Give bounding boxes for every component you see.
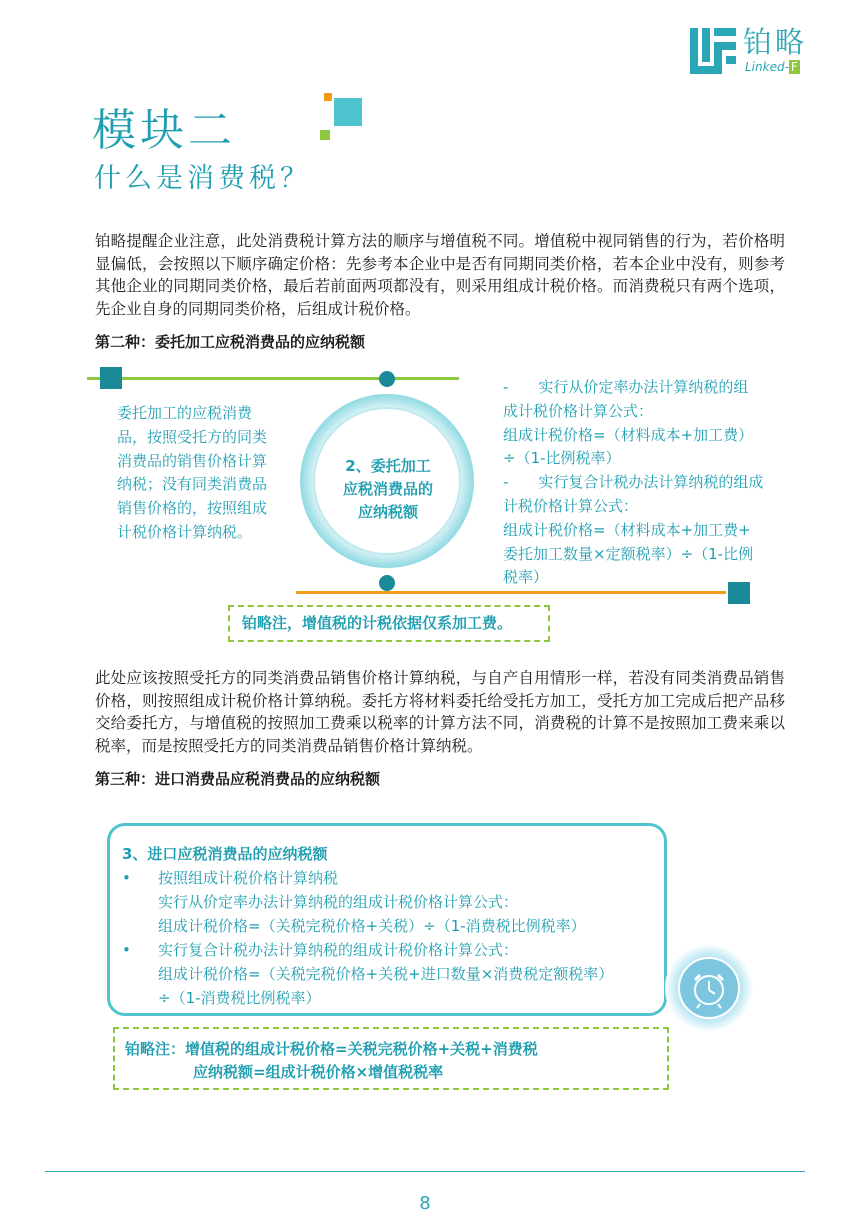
consigned-processing-description: 委托加工的应税消费品，按照受托方的同类消费品的销售价格计算纳税；没有同类消费品销售价格的，按照组成计税价格计算纳税。 bbox=[117, 404, 268, 541]
decor-square bbox=[324, 93, 332, 101]
import-tax-content: 3、进口应税消费品的应纳税额 • 按照组成计税价格计算纳税 实行从价定率办法计算纳税的组成计税价格计算公式： 组成计税价格=（关税完税价格+关税）÷（1-消费税比例税率） • 实行复合计税办法计算纳税的组成计税价格计算公式： 组成计税价格=（关税完税价格+关税+进口数量×消费税定额税率） ÷（1-消费税比例税率） bbox=[122, 842, 662, 1010]
note-text: 铂略注，增值税的计税依据仅系加工费。 bbox=[242, 614, 513, 632]
decor-square bbox=[320, 130, 330, 140]
footer-divider bbox=[45, 1171, 805, 1172]
section2-heading: 第二种：委托加工应税消费品的应纳税额 bbox=[95, 333, 366, 351]
formula-text: - 实行从价定率办法计算纳税的组 成计税价格计算公式： 组成计税价格=（材料成本+加工费） ÷（1-比例税率） - 实行复合计税办法计算纳税的组成 计税价格计算公式： 组成计税价格=（材料成本+加工费+ 委托加工数量×定额税率）÷（1-比例 税率） bbox=[503, 378, 764, 587]
box-title: 3、进口应税消费品的应纳税额 bbox=[122, 845, 328, 863]
import-note-box bbox=[113, 1027, 669, 1090]
decor-square bbox=[100, 367, 122, 389]
note-box bbox=[228, 605, 550, 642]
mid-paragraph: 此处应该按照受托方的同类消费品销售价格计算纳税，与自产自用情形一样，若没有同类消费品销售价格，则按照组成计税价格计算纳税。委托方将材料委托给受托方加工，受托方加工完成后把产品移交给委托方，与增值税的按照加工费乘以税率的计算方法不同，消费税的计算不是按照加工费来乘以税率，而是按照受托方的同类消费品销售价格计算纳税。 bbox=[95, 669, 785, 755]
import-note-line: 铂略注：增值税的组成计税价格=关税完税价格+关税+消费税 bbox=[125, 1040, 538, 1058]
decor-square bbox=[334, 98, 362, 126]
intro-paragraph: 铂略提醒企业注意，此处消费税计算方法的顺序与增值税不同。增值税中视同销售的行为，若价格明显偏低，会按照以下顺序确定价格：先参考本企业中是否有同期同类价格，若本企业中没有，则参考其他企业的同期同类价格，最后若前面两项都没有，则采用组成计税价格。而消费税只有两个选项，先企业自身的同期同类价格，后组成计税价格。 bbox=[95, 232, 785, 318]
page-subtitle: 什么是消费税？ bbox=[94, 163, 311, 194]
logo-icon bbox=[690, 28, 736, 74]
brand-subname: Linked- F bbox=[745, 60, 798, 74]
import-note-line: 应纳税额=组成计税价格×增值税税率 bbox=[193, 1063, 444, 1081]
ring-center-label: 2、委托加工 应税消费品的 应纳税额 bbox=[342, 457, 433, 521]
section3-heading: 第三种：进口消费品应税消费品的应纳税额 bbox=[95, 770, 381, 788]
page-number: 8 bbox=[419, 1193, 431, 1214]
page-title: 模块二 bbox=[92, 105, 236, 156]
alarm-clock-icon bbox=[664, 943, 754, 1033]
brand-name: 铂略 bbox=[743, 25, 808, 59]
